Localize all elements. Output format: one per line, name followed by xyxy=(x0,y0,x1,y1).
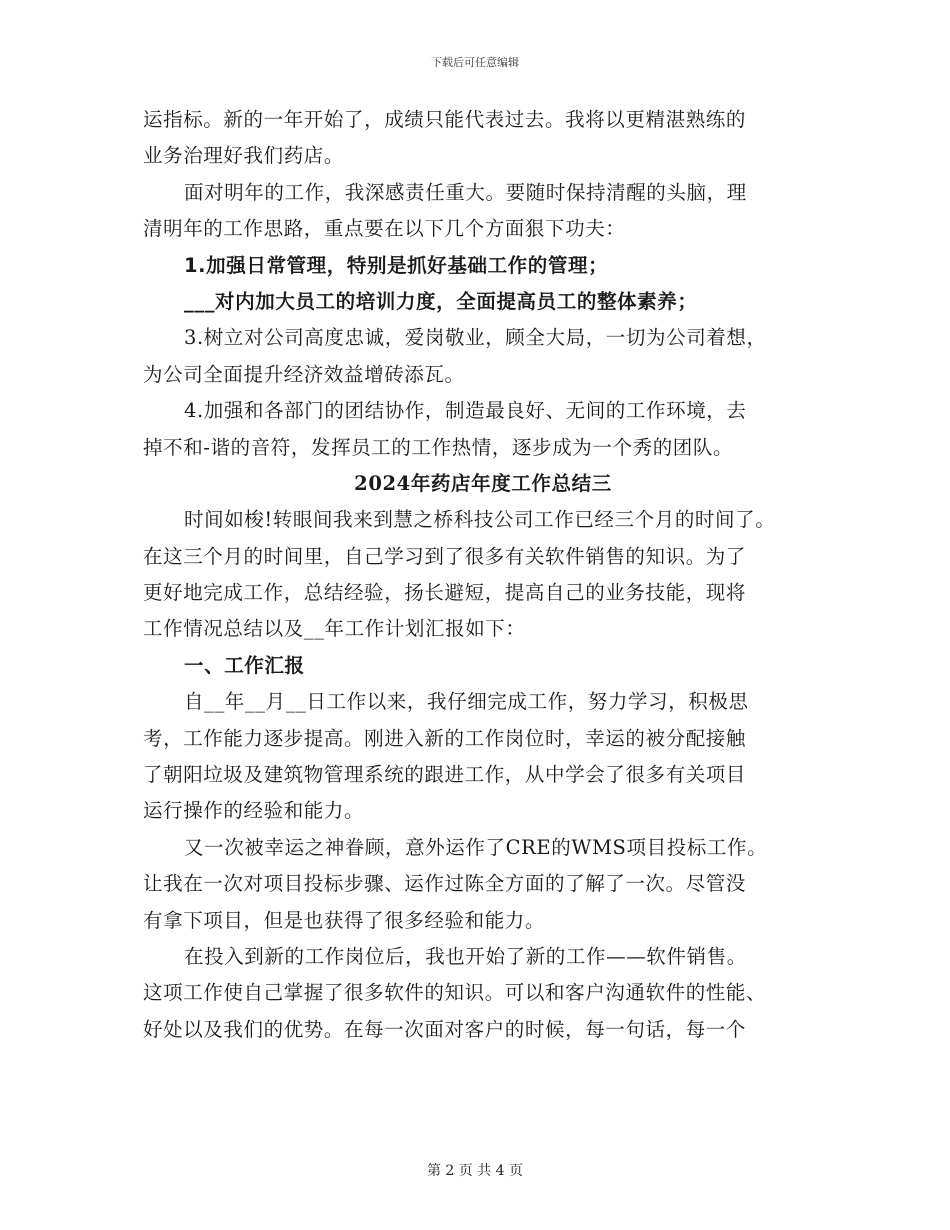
paragraph-line: 又一次被幸运之神眷顾，意外运作了CRE的WMS项目投标工作。 xyxy=(184,835,768,859)
paragraph-line: 为公司全面提升经济效益增砖添瓦。 xyxy=(143,362,465,386)
section-title: 2024年药店年度工作总结三 xyxy=(354,471,612,495)
paragraph-line: 了朝阳垃圾及建筑物管理系统的跟进工作，从中学会了很多有关项目 xyxy=(143,763,747,787)
paragraph-line: 时间如梭!转眼间我来到慧之桥科技公司工作已经三个月的时间了。 xyxy=(184,508,776,532)
paragraph-line: 更好地完成工作，总结经验，扬长避短，提高自己的业务技能，现将 xyxy=(143,581,747,605)
paragraph-line: 运行操作的经验和能力。 xyxy=(143,799,365,823)
paragraph-line: 面对明年的工作，我深感责任重大。要随时保持清醒的头脑，理 xyxy=(184,180,747,204)
paragraph-line: 掉不和-谐的音符，发挥员工的工作热情，逐步成为一个秀的团队。 xyxy=(143,435,734,459)
paragraph-line: 在这三个月的时间里，自己学习到了很多有关软件销售的知识。为了 xyxy=(143,544,747,568)
page-footer: 第 2 页 共 4 页 xyxy=(426,1163,524,1179)
paragraph-line: 有拿下项目，但是也获得了很多经验和能力。 xyxy=(143,908,546,932)
subsection-heading: 一、工作汇报 xyxy=(184,653,305,677)
page-header: 下载后可任意编辑 xyxy=(431,56,519,69)
paragraph-line: 业务治理好我们药店。 xyxy=(143,144,345,168)
paragraph-line: 清明年的工作思路，重点要在以下几个方面狠下功夫： xyxy=(143,217,626,241)
paragraph-line: 考，工作能力逐步提高。刚进入新的工作岗位时，幸运的被分配接触 xyxy=(143,726,747,750)
document-body xyxy=(143,102,823,1048)
paragraph-line: 工作情况总结以及__年工作计划汇报如下： xyxy=(143,617,526,641)
list-item: 1.加强日常管理，特别是抓好基础工作的管理； xyxy=(184,253,609,277)
paragraph-line: 自__年__月__日工作以来，我仔细完成工作，努力学习，积极思 xyxy=(184,690,749,714)
paragraph-line: 运指标。新的一年开始了，成绩只能代表过去。我将以更精湛熟练的 xyxy=(143,108,747,131)
list-item: ___对内加大员工的培训力度，全面提高员工的整体素养； xyxy=(184,289,698,313)
paragraph-line: 在投入到新的工作岗位后，我也开始了新的工作——软件销售。 xyxy=(184,944,747,968)
list-item: 4.加强和各部门的团结协作，制造最良好、无间的工作环境，去 xyxy=(184,399,747,423)
paragraph-line: 好处以及我们的优势。在每一次面对客户的时候，每一句话，每一个 xyxy=(143,1017,747,1041)
paragraph-line: 这项工作使自己掌握了很多软件的知识。可以和客户沟通软件的性能、 xyxy=(143,981,767,1005)
list-item: 3.树立对公司高度忠诚，爱岗敬业，顾全大局，一切为公司着想， xyxy=(184,326,767,350)
paragraph-line: 让我在一次对项目投标步骤、运作过陈全方面的了解了一次。尽管没 xyxy=(143,872,747,896)
